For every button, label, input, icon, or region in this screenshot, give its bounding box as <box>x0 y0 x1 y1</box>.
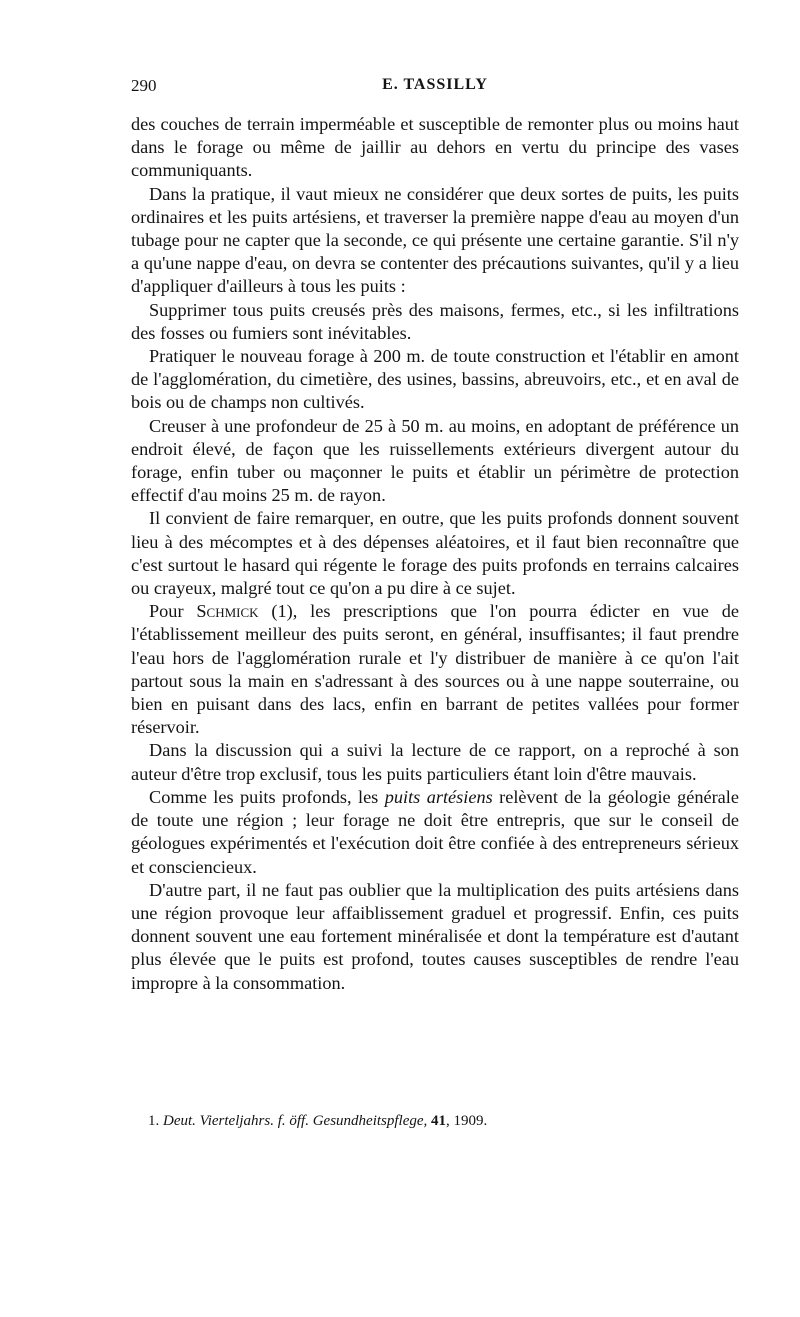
page-header <box>131 76 739 100</box>
paragraph: D'autre part, il ne faut pas oublier que la multiplication des puits artésiens dans une région provoque leur affaiblissement graduel et progressif. Enfin, ces puits donnent souvent une eau fortement minéralisée et dont la température est d'autant plus élevée que le puits est profond, toutes causes susceptibles de rendre l'eau impropre à la consommation. <box>131 879 739 993</box>
text-segment: , les prescriptions que l'on pourra édicter en vue de l'établissement meilleur des puits seront, en général, insuffisantes; il faut prendre l'eau hors de l'agglomération rurale et l'y distribuer de manière à ce qu'on l'ait partout sous la main en s'adressant à des sources ou à une nappe souterraine, ou bien en puisant dans des lacs, enfin en barrant de petites vallées pour former réservoir. <box>131 601 739 738</box>
paragraph: Creuser à une profondeur de 25 à 50 m. au moins, en adoptant de préférence un endroit élevé, de façon que les ruissellements extérieurs divergent autour du forage, enfin tuber ou maçonner le puits et établir un périmètre de protection effectif d'au moins 25 m. de rayon. <box>131 415 739 506</box>
paragraph: Il convient de faire remarquer, en outre, que les puits profonds donnent souvent lieu à des mécomptes et à des dépenses aléatoires, et il faut bien reconnaître que c'est surtout le hasard qui régente le forage des puits profonds en terrains calcaires ou crayeux, malgré tout ce qu'on a pu dire à ce sujet. <box>131 508 739 599</box>
text-segment: relèvent de la géologie générale de toute une région ; leur forage ne doit être entrepris, que sur le conseil de géologues expérimentés et l'exécution doit être confiée à des entrepreneurs sérieux et consciencieux. <box>131 786 739 877</box>
text-segment: Pour <box>149 601 197 622</box>
paragraph-continued: des couches de terrain imperméable et susceptible de remonter plus ou moins haut dans le forage ou même de jaillir au dehors en vertu du principe des vases communiquants. <box>131 114 739 181</box>
footnote-volume: 41 <box>431 1113 447 1129</box>
text-segment: Comme les puits profonds, les <box>149 786 385 807</box>
paragraph-artesiens <box>131 786 739 879</box>
paragraph-schmick <box>131 600 739 739</box>
footnote-year: , 1909. <box>446 1113 488 1129</box>
running-title: E. TASSILLY <box>382 76 488 93</box>
footnote-number: 1. <box>148 1113 160 1129</box>
footnote-reference: (1) <box>271 601 293 622</box>
italic-term: puits artésiens <box>384 786 493 807</box>
paragraph: Pratiquer le nouveau forage à 200 m. de toute construction et l'établir en amont de l'agglomération, du cimetière, des usines, bassins, abreuvoirs, etc., et en aval de bois ou de champs non cultivés. <box>131 346 739 413</box>
paragraph: Supprimer tous puits creusés près des maisons, fermes, etc., si les infiltrations des fosses ou fumiers sont inévitables. <box>131 299 739 343</box>
footnote <box>148 1111 738 1131</box>
author-name: Schmick <box>196 601 259 622</box>
paragraph: Dans la pratique, il vaut mieux ne considérer que deux sortes de puits, les puits ordinaires et les puits artésiens, et traverser la première nappe d'eau au moyen d'un tubage pour ne capter que la seconde, ce qui présente une certaine garantie. S'il n'y a qu'une nappe d'eau, on devra se contenter des précautions suivantes, qu'il y a lieu d'appliquer d'ailleurs à tous les puits : <box>131 183 739 297</box>
paragraph: Dans la discussion qui a suivi la lecture de ce rapport, on a reproché à son auteur d'être trop exclusif, tous les puits particuliers étant loin d'être mauvais. <box>131 740 739 784</box>
page-number: 290 <box>131 76 157 95</box>
body-text <box>131 113 739 995</box>
footnote-source: Deut. Vierteljahrs. f. öff. Gesundheitspflege, <box>163 1113 428 1129</box>
